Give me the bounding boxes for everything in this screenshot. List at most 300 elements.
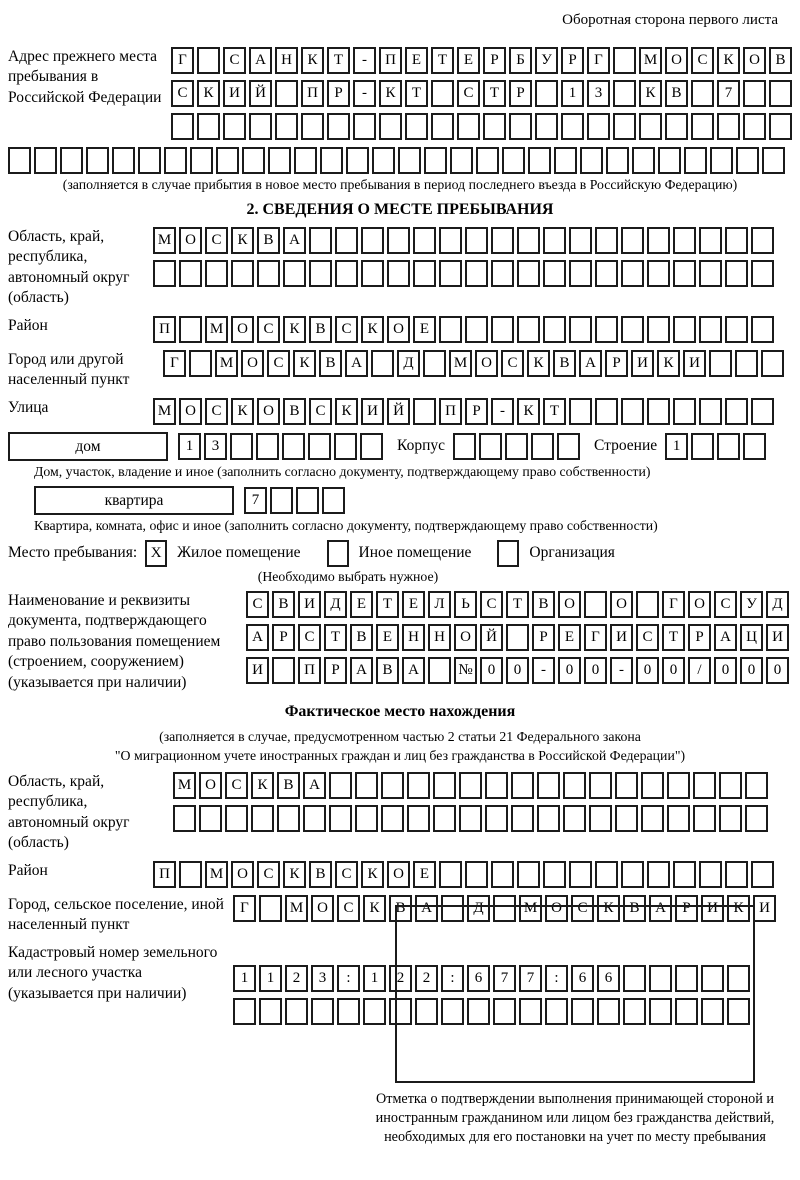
char-box [337, 998, 360, 1025]
char-box [584, 591, 607, 618]
region-label: Область, край, республика, автономный округ (область) [8, 228, 130, 307]
char-box [710, 147, 733, 174]
char-box: О [475, 350, 498, 377]
char-box [199, 805, 222, 832]
char-box: 2 [415, 965, 438, 992]
char-box [465, 316, 488, 343]
char-box [613, 80, 636, 107]
char-box [684, 147, 707, 174]
char-box [491, 861, 514, 888]
char-box: А [345, 350, 368, 377]
char-box [699, 227, 722, 254]
char-box: С [257, 316, 280, 343]
char-box: Р [605, 350, 628, 377]
char-box [439, 260, 462, 287]
char-box [517, 260, 540, 287]
char-box: Г [171, 47, 194, 74]
char-box [589, 772, 612, 799]
char-box: Т [662, 624, 685, 651]
char-box [153, 260, 176, 287]
char-box [511, 805, 534, 832]
char-box [311, 998, 334, 1025]
char-box: К [251, 772, 274, 799]
char-box: Н [428, 624, 451, 651]
char-box [762, 147, 785, 174]
field-actual-region [8, 772, 792, 854]
char-box: А [249, 47, 272, 74]
char-box: К [335, 398, 358, 425]
char-box [372, 147, 395, 174]
char-box [636, 591, 659, 618]
char-box [171, 113, 194, 140]
char-box [303, 805, 326, 832]
char-box: 1 [178, 433, 201, 460]
char-box [216, 147, 239, 174]
char-box [296, 487, 319, 514]
char-box: 2 [285, 965, 308, 992]
char-box [453, 433, 476, 460]
char-box: Д [397, 350, 420, 377]
char-box [561, 113, 584, 140]
char-box: 7 [717, 80, 740, 107]
char-box [511, 772, 534, 799]
stamp-box [395, 905, 755, 1083]
char-box [502, 147, 525, 174]
char-box [751, 227, 774, 254]
char-box: Ь [454, 591, 477, 618]
char-box: А [415, 895, 438, 922]
char-box [268, 147, 291, 174]
char-box [334, 433, 357, 460]
char-box: Т [324, 624, 347, 651]
char-box [272, 657, 295, 684]
char-box [301, 113, 324, 140]
cadastral-label: Кадастровый номер земельного или лесного участка (указывается при наличии) [8, 943, 218, 1002]
char-box [179, 316, 202, 343]
char-box: 3 [204, 433, 227, 460]
char-box: О [179, 398, 202, 425]
char-box [483, 113, 506, 140]
char-box [491, 227, 514, 254]
char-box: Е [413, 316, 436, 343]
char-box [275, 80, 298, 107]
header-note: Оборотная сторона первого листа [562, 12, 778, 28]
field-region [8, 227, 792, 309]
char-box: 1 [233, 965, 256, 992]
char-box [8, 147, 31, 174]
char-box [242, 147, 265, 174]
apartment-caption: Квартира, комната, офис и иное (заполнить согласно документу, подтверждающему право собственности) [34, 517, 658, 533]
char-box: В [623, 895, 646, 922]
street-label: Улица [8, 398, 49, 416]
char-box: В [665, 80, 688, 107]
char-box: М [153, 227, 176, 254]
char-box: Т [543, 398, 566, 425]
char-box: С [223, 47, 246, 74]
char-box [189, 350, 212, 377]
char-box [353, 113, 376, 140]
char-box [717, 113, 740, 140]
city-label: Город или другой населенный пункт [8, 350, 130, 389]
char-box: О [387, 316, 410, 343]
prev-address-caption: (заполняется в случае прибытия в новое место пребывания в период последнего въезда в Российскую Федерацию) [62, 177, 738, 192]
korpus-cells [453, 433, 580, 460]
char-row [153, 260, 774, 287]
char-box: О [257, 398, 280, 425]
char-box: 6 [571, 965, 594, 992]
document-label: Наименование и реквизиты документа, подтверждающего право пользования помещением (строением, сооружением) (указывается при наличии) [8, 591, 221, 691]
char-box: Р [561, 47, 584, 74]
char-box: Ц [740, 624, 763, 651]
char-box [569, 260, 592, 287]
actual-location-subtitle-2: "О миграционном учете иностранных граждан и лиц без гражданства в Российской Федерации") [114, 747, 686, 763]
char-box [465, 227, 488, 254]
char-box [259, 998, 282, 1025]
char-box: К [293, 350, 316, 377]
stay-note: (Необходимо выбрать нужное) [257, 568, 439, 584]
char-box: К [639, 80, 662, 107]
char-box: С [636, 624, 659, 651]
char-box [535, 80, 558, 107]
char-box: 6 [597, 965, 620, 992]
house-type-box: дом [8, 432, 168, 461]
char-box [736, 147, 759, 174]
char-box: И [246, 657, 269, 684]
checkbox-residential: X [145, 540, 167, 567]
char-box: Р [465, 398, 488, 425]
char-box [231, 260, 254, 287]
char-box: К [517, 398, 540, 425]
char-box: С [480, 591, 503, 618]
char-box: С [501, 350, 524, 377]
char-box [569, 861, 592, 888]
char-box: Н [402, 624, 425, 651]
char-box [543, 861, 566, 888]
char-box [537, 805, 560, 832]
char-box [251, 805, 274, 832]
char-box [673, 260, 696, 287]
char-box [485, 772, 508, 799]
char-box [371, 350, 394, 377]
char-box [595, 227, 618, 254]
char-box: 0 [662, 657, 685, 684]
char-box: И [298, 591, 321, 618]
apartment-cells [244, 487, 345, 514]
char-box: В [532, 591, 555, 618]
char-box: К [727, 895, 750, 922]
char-box: О [610, 591, 633, 618]
char-box [433, 772, 456, 799]
char-box: П [439, 398, 462, 425]
char-box: Р [688, 624, 711, 651]
char-box [259, 895, 282, 922]
char-box: 0 [480, 657, 503, 684]
char-box [387, 260, 410, 287]
char-box: А [402, 657, 425, 684]
char-box [725, 398, 748, 425]
char-box [387, 227, 410, 254]
char-box: Г [662, 591, 685, 618]
char-box: И [701, 895, 724, 922]
korpus-label: Корпус [397, 437, 445, 455]
char-row [171, 80, 792, 107]
char-box [361, 227, 384, 254]
char-box: 6 [467, 965, 490, 992]
field-city [8, 350, 792, 391]
char-box [745, 805, 768, 832]
char-box [205, 260, 228, 287]
char-box: О [241, 350, 264, 377]
char-box [613, 47, 636, 74]
char-box [173, 805, 196, 832]
char-box [665, 113, 688, 140]
char-box [335, 260, 358, 287]
char-box [431, 113, 454, 140]
char-box: Р [675, 895, 698, 922]
char-box: И [631, 350, 654, 377]
char-box [506, 624, 529, 651]
char-box [407, 772, 430, 799]
char-box: С [335, 316, 358, 343]
char-box: / [688, 657, 711, 684]
char-box [641, 772, 664, 799]
char-box: О [688, 591, 711, 618]
prev-address-rows [171, 47, 792, 140]
char-box [647, 316, 670, 343]
stroenie-cells [665, 433, 766, 460]
char-box [615, 805, 638, 832]
char-box [407, 805, 430, 832]
char-box: Р [532, 624, 555, 651]
char-box: В [376, 657, 399, 684]
char-box: Л [428, 591, 451, 618]
char-box [699, 260, 722, 287]
char-box: М [205, 316, 228, 343]
char-box [413, 398, 436, 425]
char-box: А [283, 227, 306, 254]
char-box: И [610, 624, 633, 651]
char-box: 1 [259, 965, 282, 992]
document-rows [246, 591, 789, 684]
char-box: А [303, 772, 326, 799]
char-row [153, 398, 774, 425]
char-box [528, 147, 551, 174]
char-box [197, 113, 220, 140]
char-box: О [665, 47, 688, 74]
char-box [517, 861, 540, 888]
char-box [405, 113, 428, 140]
char-box: М [173, 772, 196, 799]
char-box [667, 805, 690, 832]
char-box [751, 398, 774, 425]
char-box: Б [509, 47, 532, 74]
char-box [554, 147, 577, 174]
char-box: 3 [587, 80, 610, 107]
char-box: Й [249, 80, 272, 107]
char-box [424, 147, 447, 174]
char-box: В [309, 316, 332, 343]
char-box [275, 113, 298, 140]
char-box [309, 260, 332, 287]
char-box [413, 260, 436, 287]
char-box: 7 [493, 965, 516, 992]
char-box [725, 316, 748, 343]
char-box: - [353, 47, 376, 74]
char-box [587, 113, 610, 140]
char-box: Р [327, 80, 350, 107]
char-box [485, 805, 508, 832]
char-box [543, 260, 566, 287]
char-box [233, 998, 256, 1025]
char-box: В [309, 861, 332, 888]
char-box: - [491, 398, 514, 425]
char-box [717, 433, 740, 460]
char-box [439, 316, 462, 343]
stroenie-label: Строение [594, 437, 658, 455]
char-box [346, 147, 369, 174]
region-rows [153, 227, 774, 287]
char-box [693, 805, 716, 832]
char-box [86, 147, 109, 174]
char-box: К [527, 350, 550, 377]
stay-type-label: Место пребывания: [8, 544, 138, 562]
char-box: А [579, 350, 602, 377]
char-box [647, 227, 670, 254]
char-box: Т [431, 47, 454, 74]
char-box: М [639, 47, 662, 74]
char-box: Г [163, 350, 186, 377]
char-box [428, 657, 451, 684]
char-box: С [335, 861, 358, 888]
char-box: Р [483, 47, 506, 74]
char-box: В [319, 350, 342, 377]
char-box [673, 316, 696, 343]
char-box [761, 350, 784, 377]
char-box: П [153, 316, 176, 343]
char-box [699, 861, 722, 888]
char-box [751, 260, 774, 287]
char-box [398, 147, 421, 174]
char-box: Т [506, 591, 529, 618]
char-box [459, 772, 482, 799]
char-box: С [267, 350, 290, 377]
char-box [431, 80, 454, 107]
char-box: 1 [561, 80, 584, 107]
char-box [517, 316, 540, 343]
char-box [709, 350, 732, 377]
char-box: : [545, 965, 568, 992]
char-box [433, 805, 456, 832]
char-box: О [199, 772, 222, 799]
char-box [465, 260, 488, 287]
char-box: С [205, 227, 228, 254]
checkbox-organization-label: Организация [529, 544, 615, 562]
char-box: И [361, 398, 384, 425]
char-box: Д [766, 591, 789, 618]
char-box: М [449, 350, 472, 377]
char-box [699, 398, 722, 425]
actual-district-label: Район [8, 861, 48, 879]
char-box [673, 861, 696, 888]
char-box [735, 350, 758, 377]
char-box: Т [405, 80, 428, 107]
char-box: А [649, 895, 672, 922]
char-box: С [571, 895, 594, 922]
char-box [327, 113, 350, 140]
char-box: И [753, 895, 776, 922]
house-number-cells [178, 433, 383, 460]
char-box [309, 227, 332, 254]
char-box: Р [509, 80, 532, 107]
char-box: Е [350, 591, 373, 618]
char-box [491, 260, 514, 287]
char-box [355, 772, 378, 799]
checkbox-other-premises-label: Иное помещение [358, 544, 472, 562]
char-box [256, 433, 279, 460]
house-row [8, 432, 792, 461]
field-actual-district [8, 861, 792, 888]
char-box: Е [402, 591, 425, 618]
char-box: О [545, 895, 568, 922]
apartment-type-box: квартира [34, 486, 234, 515]
char-box: П [301, 80, 324, 107]
char-box [531, 433, 554, 460]
char-box [270, 487, 293, 514]
char-box: К [283, 316, 306, 343]
actual-location-subtitle-1: (заполняется в случае, предусмотренном частью 2 статьи 21 Федерального закона [159, 728, 641, 744]
char-box: У [740, 591, 763, 618]
char-box: - [532, 657, 555, 684]
char-box [537, 772, 560, 799]
char-box [517, 227, 540, 254]
char-box: Г [584, 624, 607, 651]
char-box [673, 398, 696, 425]
char-box [257, 260, 280, 287]
char-box: П [298, 657, 321, 684]
char-box [465, 861, 488, 888]
actual-city-label: Город, сельское поселение, иной населенный пункт [8, 895, 224, 934]
char-box: Е [413, 861, 436, 888]
char-box: П [379, 47, 402, 74]
char-box: Е [405, 47, 428, 74]
char-box [699, 316, 722, 343]
char-box [413, 227, 436, 254]
char-box: : [337, 965, 360, 992]
char-box [164, 147, 187, 174]
char-box: К [657, 350, 680, 377]
char-box: К [597, 895, 620, 922]
field-prev-address [8, 47, 792, 140]
char-box [335, 227, 358, 254]
char-box [719, 772, 742, 799]
char-box [563, 805, 586, 832]
char-box: Е [558, 624, 581, 651]
char-box [476, 147, 499, 174]
char-box: Н [275, 47, 298, 74]
char-box [743, 80, 766, 107]
char-box: К [197, 80, 220, 107]
char-box: К [361, 861, 384, 888]
char-box: В [389, 895, 412, 922]
district-label: Район [8, 316, 48, 334]
char-box: О [454, 624, 477, 651]
actual-region-rows [173, 772, 768, 832]
char-box [491, 316, 514, 343]
char-box [658, 147, 681, 174]
char-box: В [769, 47, 792, 74]
char-box [138, 147, 161, 174]
char-box [308, 433, 331, 460]
